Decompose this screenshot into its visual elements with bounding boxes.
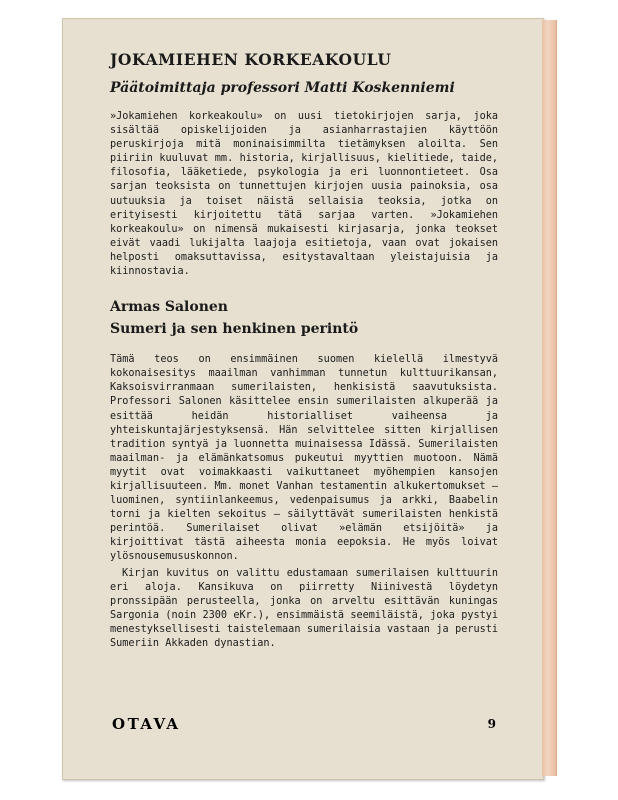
series-editor: Päätoimittaja professori Matti Koskenniemi [110,80,455,96]
book-author: Armas Salonen [110,299,228,316]
page-number: 9 [487,717,496,731]
book-title: Sumeri ja sen henkinen perintö [110,321,359,338]
series-title: JOKAMIEHEN KORKEAKOULU [110,50,392,69]
book-description-paragraph-1: Tämä teos on ensimmäinen suomen kielellä ilmestyvä kokonaisesitys maailman vanhimman tunnetun kulttuurikansan, Kaksoisvirranmaan sumerilaisten, henkisistä saavutuksista. Professori Salonen käsittelee ensin sumerilaisten alkuperää ja esittää heidän historialliset vaiheensa ja yhteiskuntajärjestyksensä. Hän selvittelee sitten kirjallisen tradition syntyä ja luonnetta muinaisessa Idässä. Sumerilaisten maailman- ja elämänkatsomus pukeutui myyttien muotoon. Nämä myytit ovat voimakkaasti vaikuttaneet myöhempien kansojen kirjallisuuteen. Mm. monet Vanhan testamentin alkukertomukset — luominen, syntiinlankeemus, vedenpaisumus ja arkki, Baabelin torni ja kielten sekoitus — säilyttävät sumerilaisten henkistä perintöä. Sumerilaiset olivat »elämän etsijöitä» ja kirjoittivat tästä aiheesta monia eepoksia. He myös loivat ylösnousemususkonnon. [110,354,498,563]
publisher-name: OTAVA [112,715,181,733]
cover-footer [112,715,496,737]
series-description: »Jokamiehen korkeakoulu» on uusi tietokirjojen sarja, joka sisältää opiskelijoiden ja asianharrastajien käyttöön peruskirjoja mitä moninaisimmilta tietämyksen aloilta. Sen piiriin kuuluvat mm. historia, kirjallisuus, kielitiede, taide, filosofia, lääketiede, psykologia ja eri luonnontieteet. Osa sarjan teoksista on tunnettujen kirjojen uusia painoksia, osa uutuuksia ja toiset näistä sellaisia teoksia, jotka on erityisesti kirjoitettu tätä sarjaa varten. »Jokamiehen korkeakoulu» on nimensä mukaisesti kirjasarja, jonka teokset eivät vaadi lukijalta laajoja esitietoja, vaan ovat jokaisen helposti omaksuttavissa, esitystavaltaan yleistajuisia ja kiinnostavia. [110,111,498,278]
cover-text-block [110,50,498,651]
book-spine-edge [542,20,557,776]
book-description-paragraph-2: Kirjan kuvitus on valittu edustamaan sumerilaisen kulttuurin eri aloja. Kansikuva on piirretty Niinivestä löydetyn pronssipään perusteella, jonka on arveltu esittävän kuningas Sargonia (noin 2300 eKr.), ensimmäistä seemiläistä, joka pystyi menestyksellisesti taistelemaan sumerilaisia vastaan ja perusti Sumeriin Akkaden dynastian. [110,567,498,649]
